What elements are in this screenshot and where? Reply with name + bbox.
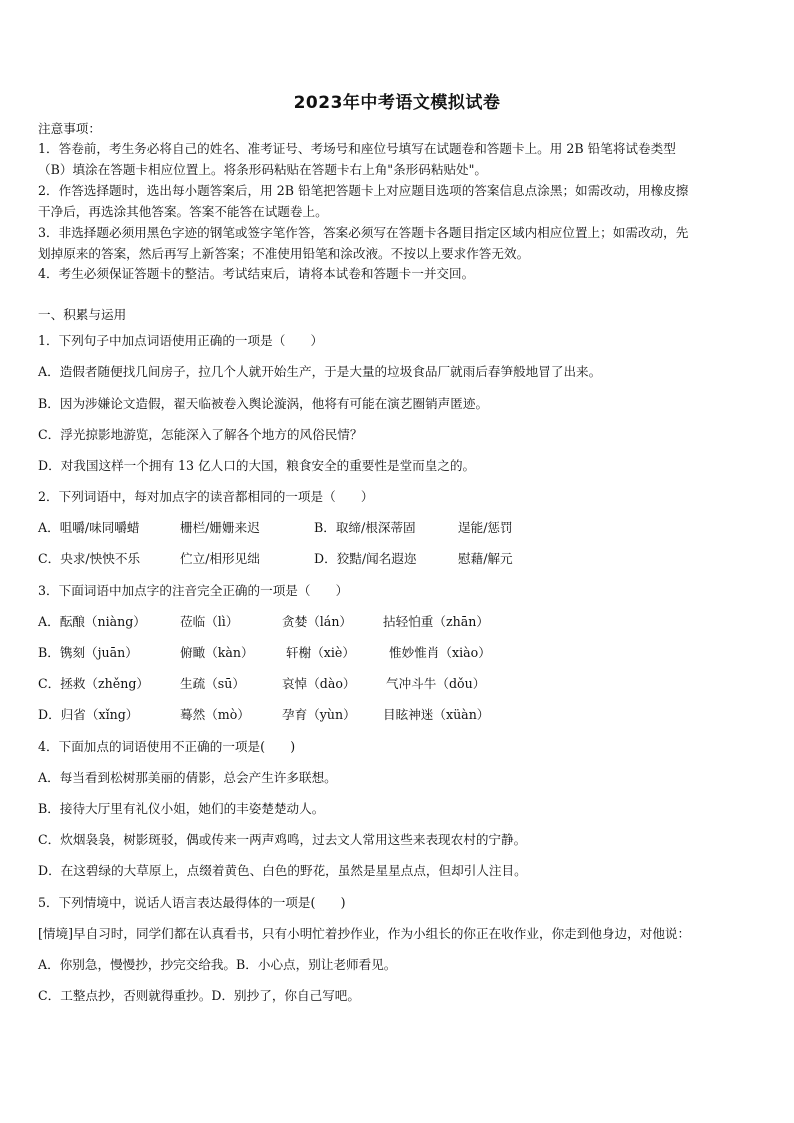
- question-context: [情境]早自习时，同学们都在认真看书，只有小明忙着抄作业，作为小组长的你正在收作业，你走到他身边，对他说：: [38, 926, 691, 941]
- notice-line: 干净后，再选涂其他答案。答案不能答在试题卷上。: [38, 204, 328, 219]
- question-stem: 1．下列句子中加点词语使用正确的一项是（ ）: [38, 333, 324, 348]
- option-cell: 哀悼（dào）: [282, 676, 356, 691]
- option-cell: 气冲斗牛（dǒu）: [386, 676, 486, 691]
- question-stem: 2．下列词语中，每对加点字的读音都相同的一项是（ ）: [38, 489, 374, 504]
- option-cell: B．取缔/根深蒂固: [314, 520, 416, 535]
- option-cell: 俯瞰（kàn）: [180, 645, 254, 660]
- page-title: 2023年中考语文模拟试卷: [293, 93, 501, 113]
- option-cell: 蓦然（mò）: [180, 707, 250, 722]
- option-cell: D．归省（xǐng）: [38, 707, 139, 722]
- question-option: A．每当看到松树那美丽的倩影，总会产生许多联想。: [38, 770, 337, 785]
- option-cell: B．镌刻（juān）: [38, 645, 138, 660]
- notice-line: 2．作答选择题时，选出每小题答案后，用 2B 铅笔把答题卡上对应题目选项的答案信息点涂黑；如需改动，用橡皮擦: [38, 183, 689, 198]
- question-option: D．对我国这样一个拥有 13 亿人口的大国，粮食安全的重要性是堂而皇之的。: [38, 458, 476, 473]
- notice-line: （B）填涂在答题卡相应位置上。将条形码粘贴在答题卡右上角"条形码粘贴处"。: [38, 162, 488, 177]
- option-cell: 慰藉/解元: [458, 551, 513, 566]
- option-cell: 生疏（sū）: [180, 676, 245, 691]
- notice-heading: 注意事项：: [38, 121, 101, 136]
- question-option: A．造假者随便找几间房子，拉几个人就开始生产，于是大量的垃圾食品厂就雨后春笋般地冒了出来。: [38, 364, 602, 379]
- option-cell: A．咀嚼/味同嚼蜡: [38, 520, 140, 535]
- option-cell: A．酝酿（niàng）: [38, 614, 146, 629]
- notice-line: 划掉原来的答案，然后再写上新答案；不准使用铅笔和涂改液。不按以上要求作答无效。: [38, 246, 530, 261]
- question-stem: 4．下面加点的词语使用不正确的一项是( ): [38, 739, 296, 754]
- option-cell: 惟妙惟肖（xiào）: [389, 645, 491, 660]
- question-option: C．炊烟袅袅，树影斑驳，偶或传来一两声鸡鸣，过去文人常用这些来表现农村的宁静。: [38, 832, 527, 847]
- option-cell: 目眩神迷（xüàn）: [383, 707, 490, 722]
- notice-line: 3．非选择题必须用黑色字迹的钢笔或签字笔作答，答案必须写在答题卡各题目指定区域内相应位置上；如需改动，先: [38, 225, 689, 240]
- section-heading: 一、积累与运用: [38, 307, 127, 322]
- question-option: A．你别急，慢慢抄，抄完交给我。B．小心点，别让老师看见。: [38, 957, 397, 972]
- option-cell: D．狡黠/闻名遐迩: [314, 551, 417, 566]
- question-stem: 5．下列情境中，说话人语言表达最得体的一项是( ): [38, 895, 346, 910]
- option-cell: C．央求/怏怏不乐: [38, 551, 141, 566]
- option-cell: 贪婪（lán）: [282, 614, 353, 629]
- option-cell: 孕育（yùn）: [282, 707, 356, 722]
- option-cell: 伫立/相形见绌: [180, 551, 260, 566]
- question-stem: 3．下面词语中加点字的注音完全正确的一项是（ ）: [38, 583, 349, 598]
- option-cell: 逞能/惩罚: [458, 520, 513, 535]
- option-cell: 拈轻怕重（zhān）: [383, 614, 489, 629]
- question-option: B．接待大厅里有礼仪小姐，她们的丰姿楚楚动人。: [38, 801, 325, 816]
- question-option: D．在这碧绿的大草原上，点缀着黄色、白色的野花，虽然是星星点点，但却引人注目。: [38, 863, 527, 878]
- option-cell: 轩榭（xiè）: [286, 645, 355, 660]
- option-cell: C．拯救（zhěng）: [38, 676, 149, 691]
- notice-line: 4．考生必须保证答题卡的整洁。考试结束后，请将本试卷和答题卡一并交回。: [38, 266, 475, 281]
- notice-line: 1．答卷前，考生务必将自己的姓名、准考证号、考场号和座位号填写在试题卷和答题卡上。用 2B 铅笔将试卷类型: [38, 141, 676, 156]
- option-cell: 栅栏/姗姗来迟: [180, 520, 260, 535]
- option-cell: 莅临（lì）: [180, 614, 239, 629]
- question-option: C．工整点抄，否则就得重抄。D．别抄了，你自己写吧。: [38, 988, 360, 1003]
- question-option: B．因为涉嫌论文造假，翟天临被卷入舆论漩涡，他将有可能在演艺圈销声匿迹。: [38, 396, 489, 411]
- question-option: C．浮光掠影地游览，怎能深入了解各个地方的风俗民情？: [38, 427, 363, 442]
